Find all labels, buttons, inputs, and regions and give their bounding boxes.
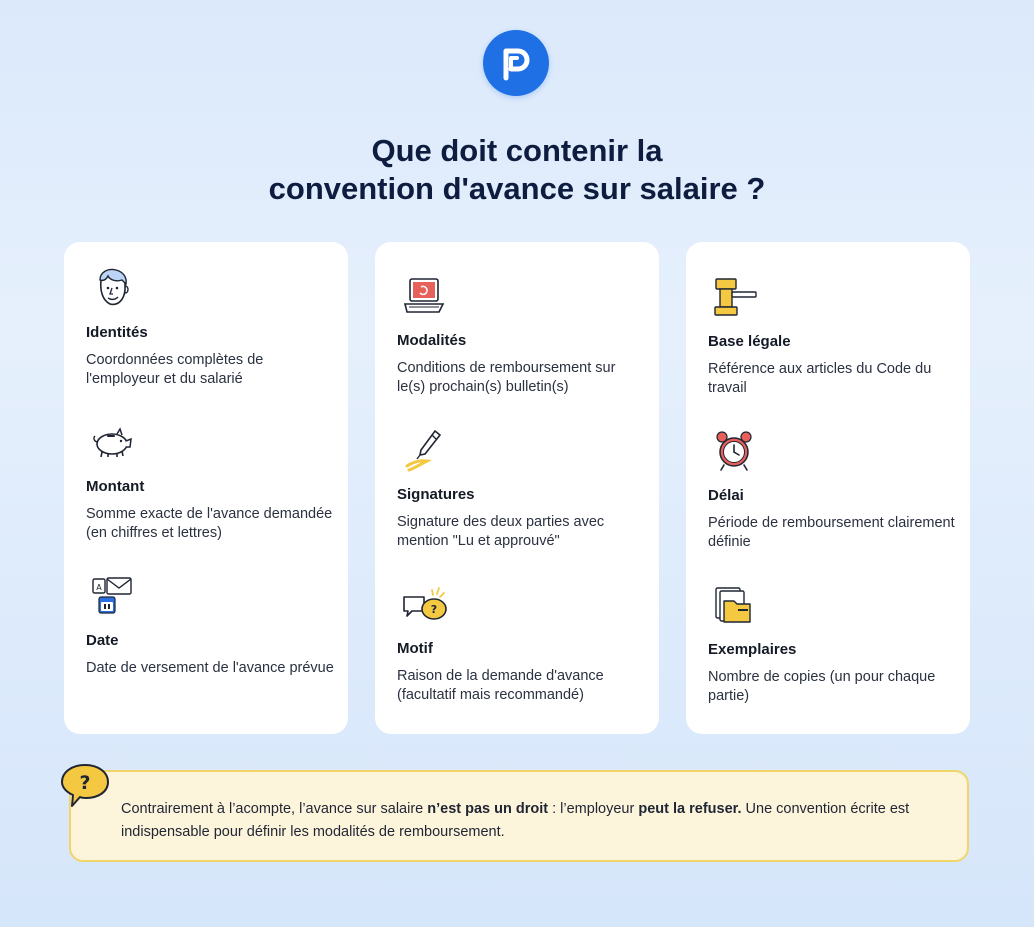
item-exemplaires [708,583,958,705]
item-description: Référence aux articles du Code du travail [708,361,932,396]
item-base-legale [708,275,958,397]
item-title: Motif [397,640,433,657]
item-description: Somme exacte de l'avance demandée (en chiffres et lettres) [86,506,333,541]
alarm-clock-icon [712,429,756,473]
svg-text:A: A [96,583,102,592]
logo-p-icon [499,45,533,81]
question-bubble-icon [58,762,114,814]
note-text [121,798,951,844]
info-card-2 [375,242,659,734]
svg-text:?: ? [430,603,438,616]
item-delai [708,429,958,551]
info-card-3 [686,242,970,734]
face-icon [90,266,134,310]
page-title-line2: convention d'avance sur salaire ? [268,171,766,206]
note-bold1: n’est pas un droit [427,801,549,817]
item-montant [86,420,336,542]
folders-icon [712,583,756,627]
item-signatures [397,428,647,550]
speech-bubbles-icon [401,582,445,626]
item-title: Base légale [708,333,791,350]
item-description: Coordonnées complètes de l'employeur et du salarié [86,352,264,387]
info-card-1 [64,242,348,734]
item-date [86,574,336,678]
page-title-line1: Que doit contenir la [371,133,663,168]
note-bold2: peut la refuser. [638,801,742,817]
brand-logo [483,30,549,96]
item-description: Conditions de remboursement sur le(s) prochain(s) bulletin(s) [397,360,616,395]
item-title: Délai [708,487,744,504]
item-title: Signatures [397,486,475,503]
piggy-bank-icon [90,420,134,464]
note-part3: Une convention écrite est indispensable pour définir les modalités de remboursement. [121,801,910,840]
item-description: Nombre de copies (un pour chaque partie) [708,669,936,704]
gavel-icon [712,275,756,319]
note-part2: : l’employeur [548,801,639,817]
page-title [0,132,1034,208]
item-title: Montant [86,478,145,495]
warning-note [69,770,969,862]
calendar-envelope-icon [90,574,134,618]
item-description: Période de remboursement clairement définie [708,515,955,550]
pen-signature-icon [401,428,445,472]
item-modalites [397,274,647,396]
item-title: Exemplaires [708,641,797,658]
item-identites [86,266,336,388]
item-title: Modalités [397,332,467,349]
item-motif [397,582,647,704]
item-description: Raison de la demande d'avance (facultatif mais recommandé) [397,668,604,703]
item-title: Identités [86,324,148,341]
item-description: Signature des deux parties avec mention "Lu et approuvé" [397,514,605,549]
svg-text:?: ? [79,772,91,794]
item-title: Date [86,632,119,649]
laptop-icon [401,274,445,318]
item-description: Date de versement de l'avance prévue [86,660,334,676]
note-part1: Contrairement à l’acompte, l’avance sur salaire [121,801,428,817]
